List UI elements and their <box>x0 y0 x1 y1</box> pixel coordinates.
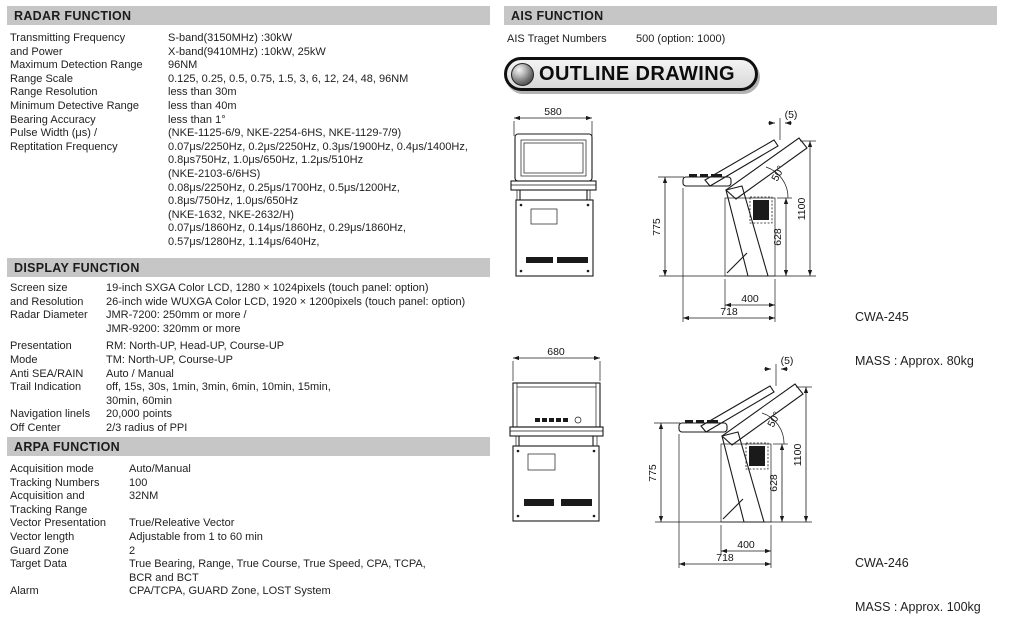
spec-value: X-band(9410MHz) :10kW, 25kW <box>168 45 326 58</box>
spec-value: 0.57μs/1280Hz, 1.14μs/640Hz, <box>168 235 320 248</box>
spec-label <box>10 395 106 409</box>
spec-label: Vector Presentation <box>10 517 107 530</box>
spec-left-column <box>7 6 490 604</box>
spec-row <box>10 282 465 296</box>
section-header-radar <box>7 6 490 25</box>
spec-value: 0.07μs/2250Hz, 0.2μs/2250Hz, 0.3μs/1900Hz, 0.4μs/1400Hz, <box>168 140 468 153</box>
spec-value: (NKE-2103-6/6HS) <box>168 167 261 180</box>
spec-label: Navigation linels <box>10 408 91 421</box>
spec-value: Adjustable from 1 to 60 min <box>129 530 263 543</box>
spec-row <box>10 490 426 504</box>
model-mass: MASS : Approx. 100kg <box>855 599 981 614</box>
display-spec-table <box>10 282 465 436</box>
spec-value: S-band(3150MHz) :30kW <box>168 32 293 44</box>
spec-label: Anti SEA/RAIN <box>10 367 84 380</box>
spec-row <box>10 309 465 323</box>
spec-row <box>10 408 465 422</box>
spec-row <box>10 209 468 223</box>
spec-row <box>507 33 725 47</box>
model-label-cwa246 <box>855 527 981 643</box>
spec-value: 0.8μs750Hz, 1.0μs/650Hz, 1.2μs/510Hz <box>168 154 364 167</box>
spec-value: 100 <box>129 476 148 489</box>
spec-row <box>10 222 468 236</box>
spec-row <box>10 127 468 141</box>
spec-row <box>10 32 468 46</box>
spec-label: and Resolution <box>10 295 84 308</box>
spec-value: (NKE-1632, NKE-2632/H) <box>168 208 294 221</box>
spec-row <box>10 296 465 310</box>
dim-label-total-height: 1100 <box>796 197 808 221</box>
spec-label: Range Resolution <box>10 86 98 99</box>
dim-label-total-height: 1100 <box>792 443 804 467</box>
spec-row <box>10 323 465 337</box>
dim-label-depth: 718 <box>720 306 738 318</box>
sphere-bullet-icon <box>511 63 534 86</box>
dim-label-pedestal-width: 400 <box>741 293 759 305</box>
spec-value: True Bearing, Range, True Course, True Speed, CPA, TCPA, <box>129 558 426 571</box>
spec-value: CPA/TCPA, GUARD Zone, LOST System <box>129 585 331 598</box>
dim-label-desk-height: 775 <box>647 464 659 482</box>
spec-value: TM: North-UP, Course-UP <box>106 353 233 366</box>
spec-row <box>10 463 426 477</box>
spec-row <box>10 114 468 128</box>
spec-value: True/Releative Vector <box>129 517 235 530</box>
spec-value: 96NM <box>168 59 198 72</box>
dim-label-tilt-angle: 50° <box>765 409 784 430</box>
section-title: AIS FUNCTION <box>511 8 604 23</box>
spec-row <box>10 572 426 586</box>
spec-value: 0.8μs/750Hz, 1.0μs/650Hz <box>168 195 299 208</box>
spec-label <box>10 572 129 586</box>
spec-row <box>10 59 468 73</box>
spec-value: 19-inch SXGA Color LCD, 1280 × 1024pixels (touch panel: option) <box>106 282 429 294</box>
spec-value: JMR-9200: 320mm or more <box>106 322 241 335</box>
model-name: CWA-245 <box>855 310 909 324</box>
spec-row <box>10 354 465 368</box>
ais-spec-table <box>507 33 725 47</box>
side-view <box>647 355 812 568</box>
badge-title: OUTLINE DRAWING <box>539 62 735 85</box>
spec-label: Off Center <box>10 421 61 434</box>
spec-value: less than 1° <box>168 113 226 126</box>
spec-row <box>10 236 468 250</box>
spec-row <box>10 73 468 87</box>
section-title: RADAR FUNCTION <box>14 8 132 23</box>
spec-label <box>10 236 168 250</box>
spec-label: Alarm <box>10 585 39 598</box>
spec-row <box>10 545 426 559</box>
spec-value: off, 15s, 30s, 1min, 3min, 6min, 10min, 15min, <box>106 381 331 394</box>
spec-row <box>10 477 426 491</box>
spec-label: Acquisition and <box>10 490 85 503</box>
spec-value: Auto/Manual <box>129 463 191 475</box>
spec-row <box>10 168 468 182</box>
side-view <box>651 109 816 322</box>
spec-value: 2/3 radius of PPI <box>106 421 188 434</box>
spec-value: 26-inch wide WUXGA Color LCD, 1920 × 1200pixels (touch panel: option) <box>106 295 466 308</box>
spec-row <box>10 340 465 354</box>
spec-label: Acquisition mode <box>10 463 94 475</box>
spec-label <box>10 182 168 196</box>
section-header-display <box>7 258 490 277</box>
dim-label-desk-height: 775 <box>651 218 663 236</box>
section-title: ARPA FUNCTION <box>14 439 120 454</box>
spec-label: Target Data <box>10 558 67 571</box>
spec-value: BCR and BCT <box>129 571 199 584</box>
arpa-spec-table <box>10 463 426 599</box>
section-title: DISPLAY FUNCTION <box>14 260 140 275</box>
spec-row <box>10 46 468 60</box>
spec-row <box>10 100 468 114</box>
spec-value: less than 40m <box>168 99 237 112</box>
spec-row <box>10 585 426 599</box>
spec-label <box>10 222 168 236</box>
spec-value: 20,000 points <box>106 408 173 421</box>
dim-label-top-offset: (5) <box>780 355 794 367</box>
spec-label: and Power <box>10 45 63 58</box>
spec-row <box>10 195 468 209</box>
spec-label: Bearing Accuracy <box>10 113 96 126</box>
spec-row <box>10 517 426 531</box>
spec-label <box>10 154 168 168</box>
spec-label: Minimum Detective Range <box>10 99 139 112</box>
dim-label-pedestal-height: 628 <box>772 228 784 246</box>
spec-value: RM: North-UP, Head-UP, Course-UP <box>106 340 285 353</box>
dim-label-width: 580 <box>544 106 562 118</box>
spec-label: Presentation <box>10 340 72 353</box>
spec-label <box>10 168 168 182</box>
spec-label: Trail Indication <box>10 381 82 394</box>
spec-right-column <box>504 6 1004 614</box>
spec-value: 0.125, 0.25, 0.5, 0.75, 1.5, 3, 6, 12, 24, 48, 96NM <box>168 72 409 85</box>
spec-value: (NKE-1125-6/9, NKE-2254-6HS, NKE-1129-7/9) <box>168 127 402 140</box>
spec-value: 30min, 60min <box>106 394 173 407</box>
dim-label-pedestal-height: 628 <box>768 474 780 492</box>
spec-label: Transmitting Frequency <box>10 32 126 44</box>
spec-value: 0.08μs/2250Hz, 0.25μs/1700Hz, 0.5μs/1200Hz, <box>168 181 400 194</box>
spec-value: 500 (option: 1000) <box>636 33 726 45</box>
spec-label: Vector length <box>10 530 75 543</box>
spec-label <box>10 195 168 209</box>
spec-value: 32NM <box>129 490 159 503</box>
spec-label: Radar Diameter <box>10 309 88 322</box>
spec-value: Auto / Manual <box>106 367 174 380</box>
front-view <box>510 346 603 521</box>
spec-row <box>10 368 465 382</box>
spec-row <box>10 422 465 436</box>
dim-label-width: 680 <box>547 346 565 358</box>
spec-label: Tracking Range <box>10 503 88 516</box>
spec-label: Mode <box>10 353 38 366</box>
spec-label <box>10 209 168 223</box>
spec-label: Reptitation Frequency <box>10 140 118 153</box>
spec-row <box>10 182 468 196</box>
dim-label-top-offset: (5) <box>784 109 798 121</box>
spec-label: Guard Zone <box>10 544 69 557</box>
spec-label: Pulse Width (μs) / <box>10 127 98 140</box>
spec-value: 0.07μs/1860Hz, 0.14μs/1860Hz, 0.29μs/1860Hz, <box>168 222 406 235</box>
spec-value: 2 <box>129 544 136 557</box>
spec-row <box>10 504 426 518</box>
spec-label: Screen size <box>10 282 68 294</box>
spec-row <box>10 141 468 155</box>
spec-row <box>10 86 468 100</box>
spec-value: less than 30m <box>168 86 237 99</box>
radar-spec-table <box>10 32 468 250</box>
model-mass: MASS : Approx. 80kg <box>855 353 974 368</box>
outline-drawing-badge <box>504 57 758 91</box>
spec-label: Tracking Numbers <box>10 476 100 489</box>
dim-label-depth: 718 <box>716 552 734 564</box>
dim-label-tilt-angle: 50° <box>769 163 788 184</box>
dim-label-pedestal-width: 400 <box>737 539 755 551</box>
spec-value: JMR-7200: 250mm or more / <box>106 309 247 322</box>
model-name: CWA-246 <box>855 556 909 570</box>
section-header-ais <box>504 6 997 25</box>
spec-row <box>10 381 465 395</box>
spec-row <box>10 558 426 572</box>
spec-label: Maximum Detection Range <box>10 59 143 72</box>
front-view <box>511 106 596 276</box>
spec-row <box>10 154 468 168</box>
spec-row <box>10 395 465 409</box>
spec-row <box>10 531 426 545</box>
spec-label: AIS Traget Numbers <box>507 33 607 45</box>
spec-label <box>10 323 106 337</box>
section-header-arpa <box>7 437 490 456</box>
spec-label: Range Scale <box>10 72 73 85</box>
